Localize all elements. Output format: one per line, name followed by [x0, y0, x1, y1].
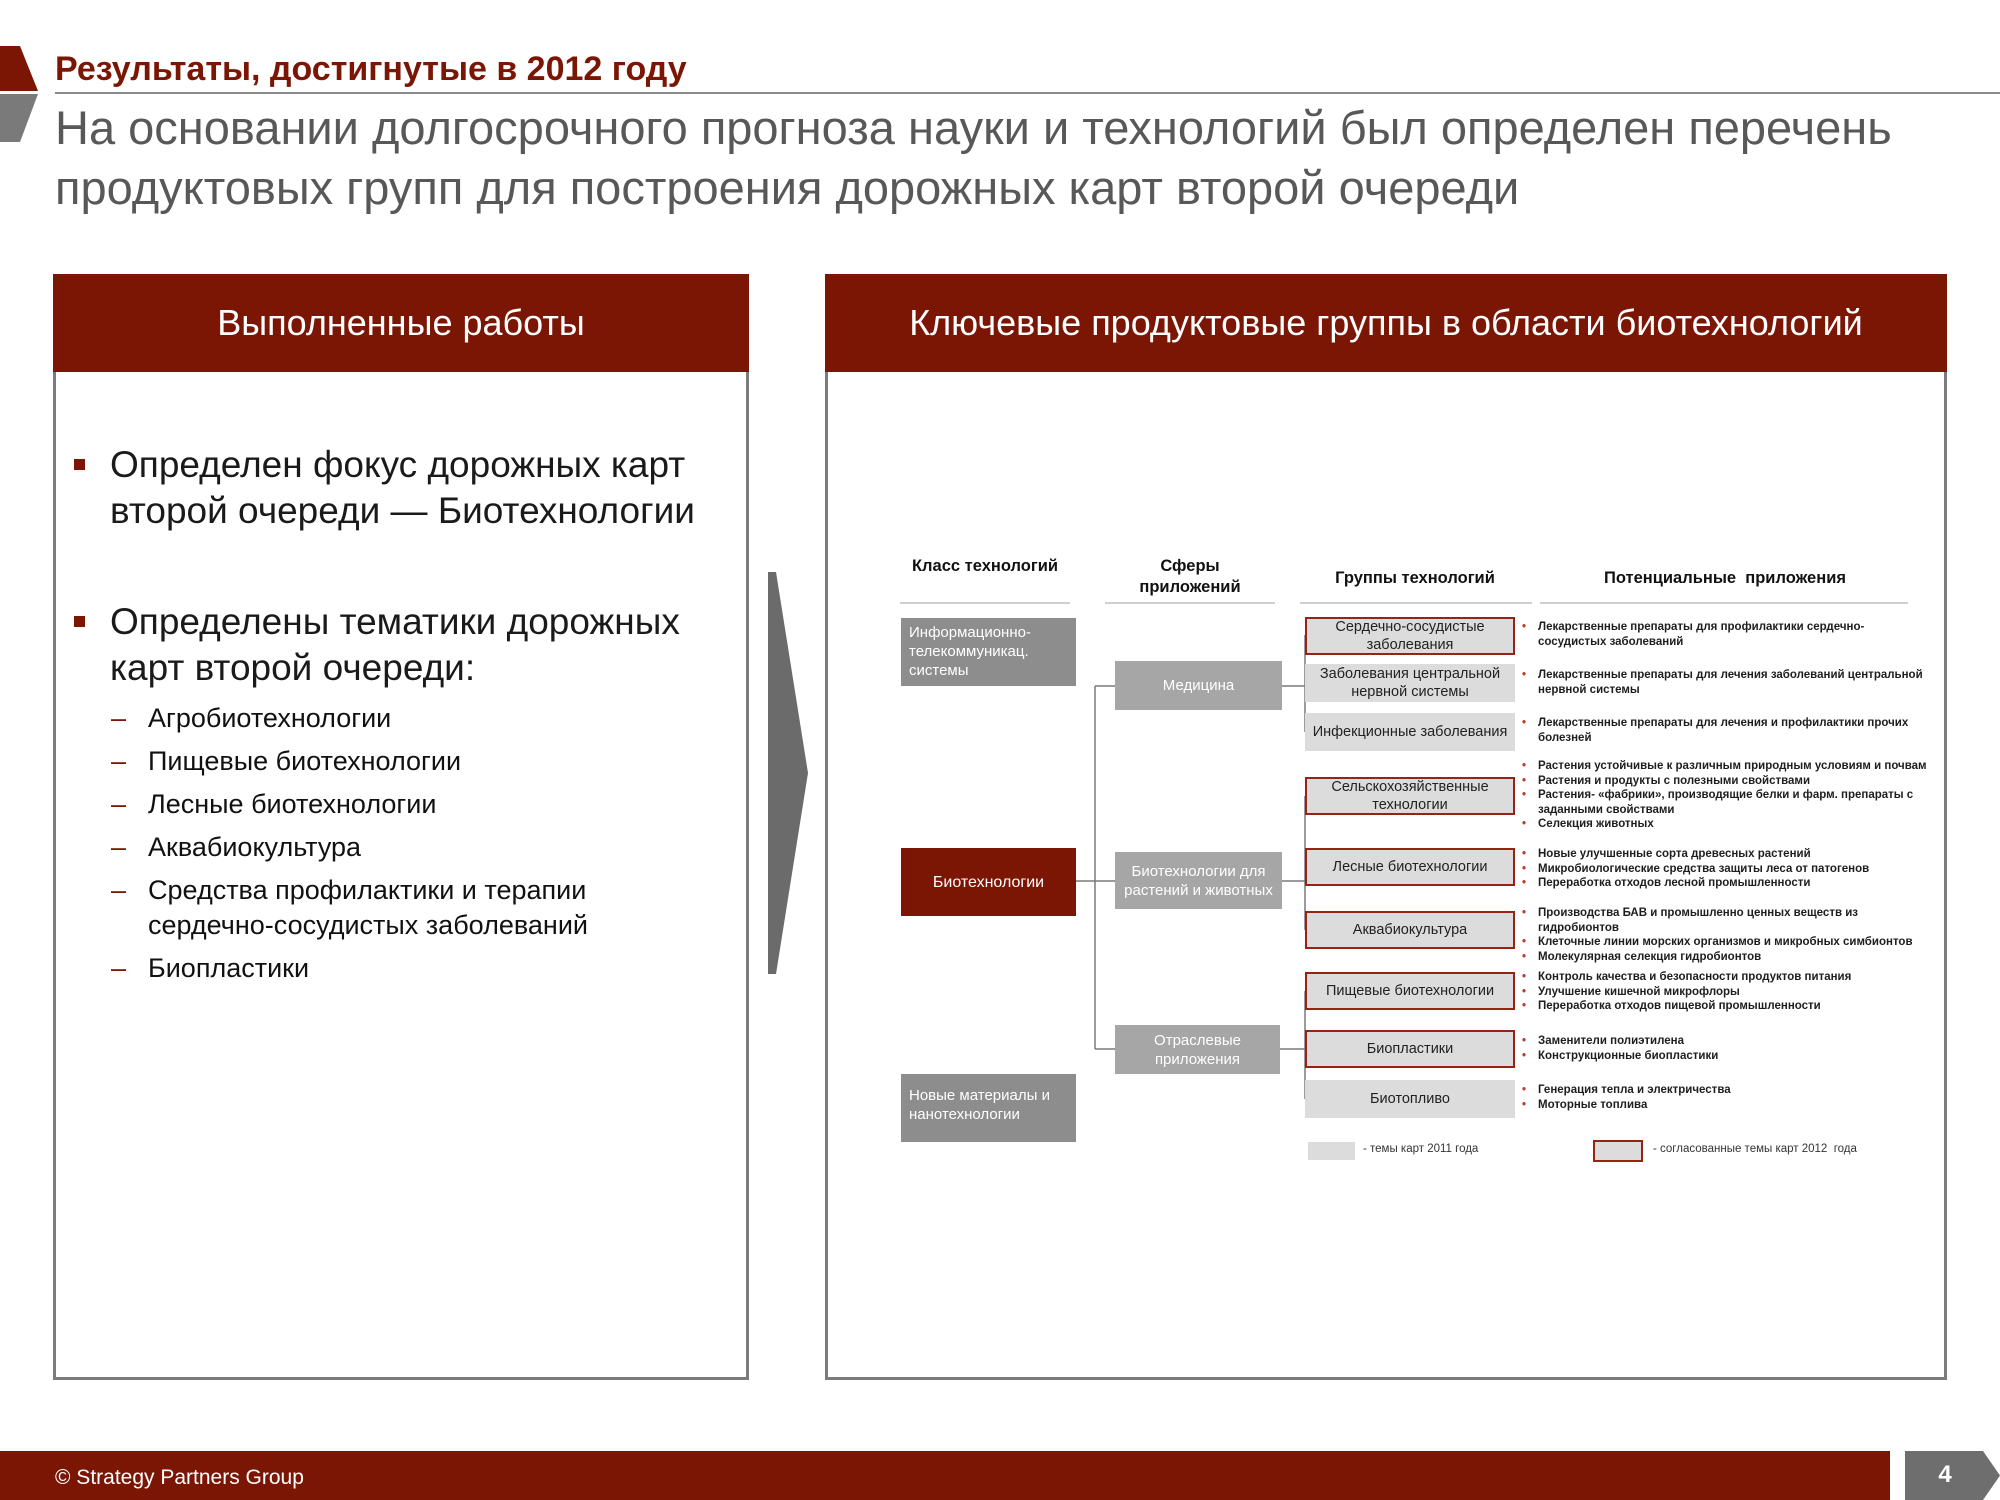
apps-food [1522, 970, 1932, 1014]
arrow-chevron-icon [768, 572, 808, 974]
col-header-apps: Потенциальные приложения [1604, 569, 1846, 587]
list-item: • Контроль качества и безопасности продуктов питания [1522, 971, 1852, 983]
bullet-dot: • [1522, 907, 1527, 919]
page-headline: На основании долгосрочного прогноза науки и технологий был определен перечень продуктовых групп для построения дорожных карт второй очереди [55, 101, 1892, 214]
bullet-dot: • [1522, 789, 1527, 801]
list-item: • Лекарственные препараты для лечения и профилактики прочих болезней [1522, 717, 1909, 744]
topic-item: Агробиотехнологии [148, 703, 392, 733]
bullet-focus: Определен фокус дорожных карт второй очереди — Биотехнологии [110, 444, 695, 531]
topic-item: Лесные биотехнологии [148, 789, 437, 819]
list-item: • Конструкционные биопластики [1522, 1049, 1719, 1062]
apps-cardiovascular [1522, 620, 1932, 649]
completed-work-content [53, 372, 749, 1372]
group-cardiovascular: Сердечно-сосудистые заболевания [1305, 617, 1515, 655]
completed-work-header: Выполненные работы [53, 274, 749, 372]
list-item: • Лекарственные препараты для профилактики сердечно-сосудистых заболеваний [1522, 621, 1865, 648]
list-item: • Новые улучшенные сорта древесных растений [1522, 848, 1811, 860]
list-item: • Селекция животных [1522, 818, 1654, 830]
bullet-dot: • [1522, 1049, 1527, 1062]
group-cns: Заболевания центральной нервной системы [1305, 664, 1515, 702]
bullet-marker [74, 616, 85, 627]
apps-infectious [1522, 716, 1932, 745]
bullet-dot: • [1522, 1098, 1527, 1111]
col-header-group: Группы технологий [1335, 569, 1495, 587]
class-nanomaterials: Новые материалы и нанотехнологии [901, 1074, 1076, 1142]
section-title: Результаты, достигнутые в 2012 году [55, 50, 687, 88]
page-number: 4 [1938, 1461, 1952, 1488]
apps-forest [1522, 847, 1932, 891]
list-item: • Клеточные линии морских организмов и микробных симбионтов [1522, 936, 1913, 948]
topic-item: Аквабиокультура [148, 832, 362, 862]
group-infectious: Инфекционные заболевания [1305, 713, 1515, 751]
legend-swatch-2011 [1308, 1142, 1355, 1160]
dash-marker: – [111, 875, 127, 905]
dash-marker: – [111, 703, 127, 733]
list-item: • Микробиологические средства защиты леса от патогенов [1522, 862, 1870, 875]
apps-cns [1522, 668, 1932, 697]
bullet-dot: • [1522, 1000, 1527, 1012]
list-item: • Переработка отходов лесной промышленности [1522, 877, 1811, 889]
sphere-medicine: Медицина [1115, 661, 1282, 710]
class-ict: Информационно-телекоммуникац. системы [901, 618, 1076, 686]
list-item: • Заменители полиэтилена [1522, 1035, 1684, 1047]
list-item: • Производства БАВ и промышленно ценных веществ из гидробионтов [1522, 907, 1859, 934]
bullet-dot: • [1522, 1084, 1527, 1096]
apps-bioplastics [1522, 1034, 1932, 1063]
topic-item: Средства профилактики и терапии сердечно-сосудистых заболеваний [148, 875, 588, 940]
legend-label-2012: - согласованные темы карт 2012 года [1653, 1143, 1857, 1155]
apps-aquaculture [1522, 906, 1932, 964]
bullet-dot: • [1522, 971, 1527, 983]
list-item: • Молекулярная селекция гидробионтов [1522, 950, 1762, 963]
bullet-topics: Определены тематики дорожных карт второй очереди: [110, 601, 680, 688]
bullet-dot: • [1522, 985, 1527, 998]
header-ribbon [0, 46, 40, 142]
class-biotech: Биотехнологии [901, 848, 1076, 916]
bullet-dot: • [1522, 877, 1527, 889]
list-item: • Моторные топлива [1522, 1098, 1648, 1111]
topic-item: Пищевые биотехнологии [148, 746, 462, 776]
bullet-marker [74, 459, 85, 470]
legend-swatch-2012 [1593, 1140, 1643, 1162]
bullet-dot: • [1522, 621, 1527, 633]
group-aquaculture: Аквабиокультура [1305, 911, 1515, 949]
bullet-dot: • [1522, 818, 1527, 830]
group-food: Пищевые биотехнологии [1305, 972, 1515, 1010]
dash-marker: – [111, 953, 127, 983]
list-item: • Генерация тепла и электричества [1522, 1084, 1731, 1096]
bullet-dot: • [1522, 936, 1527, 948]
bullet-dot: • [1522, 669, 1527, 681]
bullet-dot: • [1522, 1035, 1527, 1047]
bullet-dot: • [1522, 848, 1527, 860]
footer-copyright: © Strategy Partners Group [55, 1466, 304, 1489]
bullet-dot: • [1522, 717, 1527, 729]
col-header-sphere: Сферы приложений [1139, 557, 1241, 596]
bullet-dot: • [1522, 862, 1527, 875]
col-header-class: Класс технологий [911, 557, 1059, 575]
group-forest: Лесные биотехнологии [1305, 848, 1515, 886]
title-divider [55, 92, 2000, 94]
sphere-plants-animals: Биотехнологии для растений и животных [1115, 852, 1282, 909]
sphere-industrial: Отраслевые приложения [1115, 1025, 1280, 1074]
apps-agricultural [1522, 759, 1932, 832]
topic-item: Биопластики [148, 953, 310, 983]
list-item: • Растения устойчивые к различным природным условиям и почвам [1522, 760, 1927, 772]
bullet-dot: • [1522, 760, 1527, 772]
group-biofuel: Биотопливо [1305, 1080, 1515, 1118]
list-item: • Растения и продукты с полезными свойствами [1522, 774, 1811, 787]
list-item: • Улучшение кишечной микрофлоры [1522, 985, 1740, 998]
apps-biofuel [1522, 1083, 1932, 1112]
group-bioplastics: Биопластики [1305, 1030, 1515, 1068]
list-item: • Переработка отходов пищевой промышленности [1522, 1000, 1821, 1012]
bullet-dot: • [1522, 774, 1527, 787]
list-item: • Растения- «фабрики», производящие белки и фарм. препараты с заданными свойствами [1522, 789, 1914, 816]
group-agricultural: Сельскохозяйственные технологии [1305, 777, 1515, 815]
dash-marker: – [111, 789, 127, 819]
list-item: • Лекарственные препараты для лечения заболеваний центральной нервной системы [1522, 669, 1923, 696]
biotech-panel-header: Ключевые продуктовые группы в области биотехнологий [825, 274, 1947, 372]
dash-marker: – [111, 832, 127, 862]
legend-label-2011: - темы карт 2011 года [1363, 1143, 1479, 1155]
bullet-dot: • [1522, 950, 1527, 963]
dash-marker: – [111, 746, 127, 776]
